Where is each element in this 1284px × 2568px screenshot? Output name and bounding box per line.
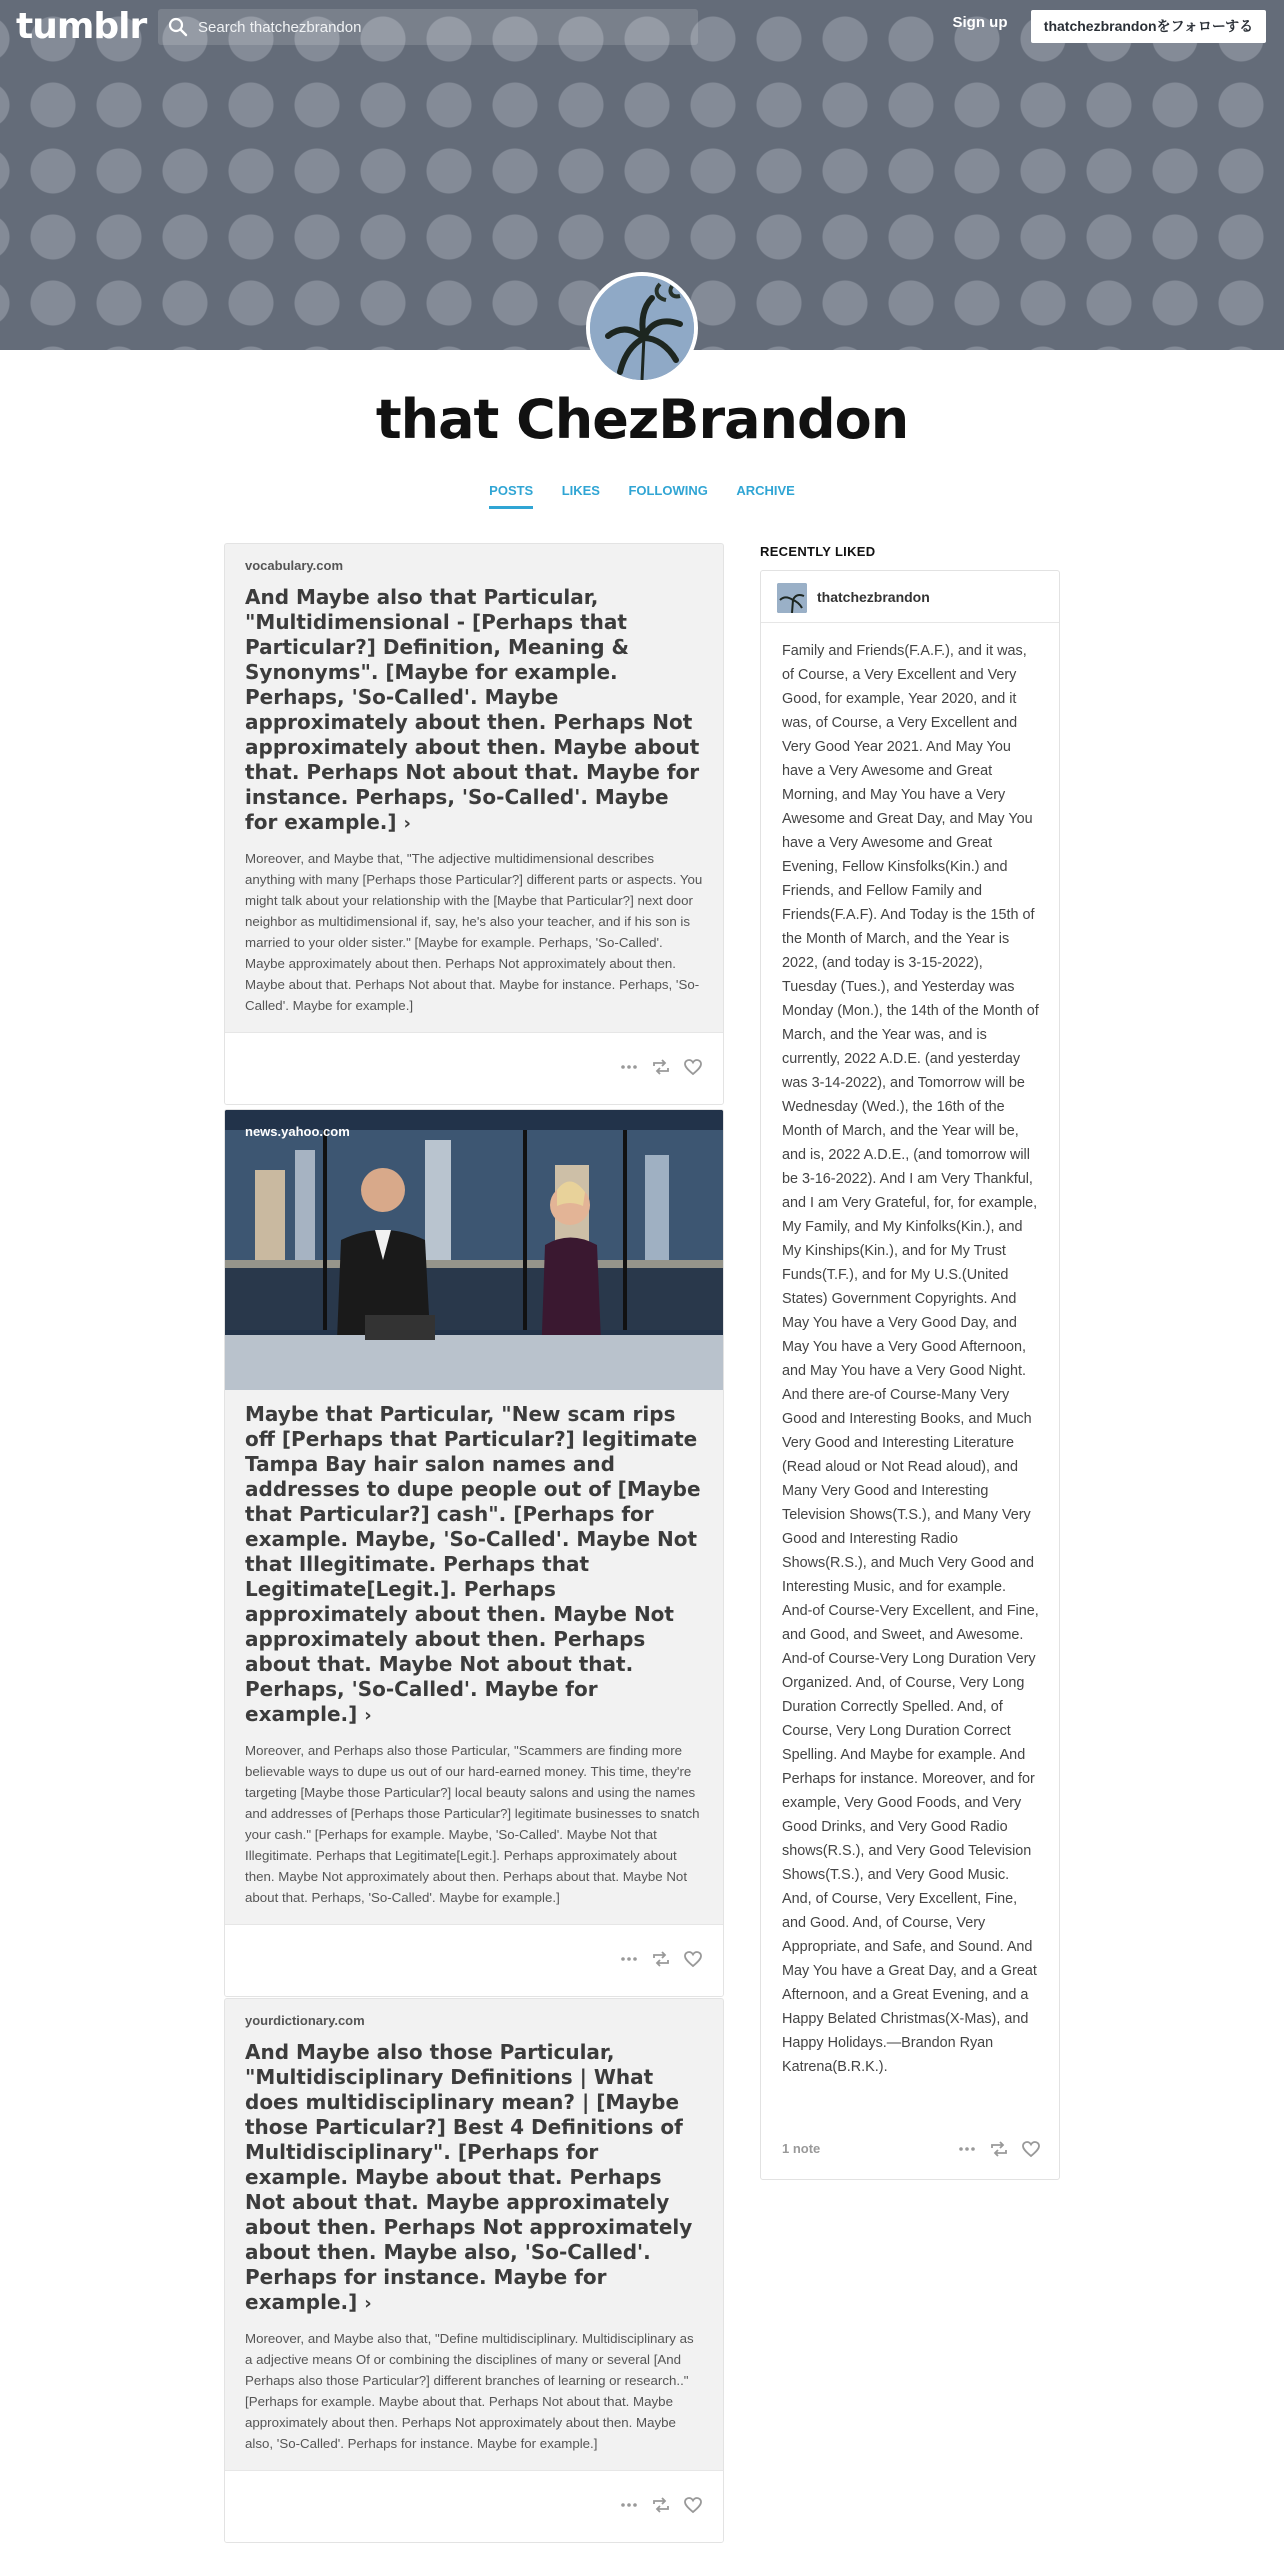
more-options-icon[interactable] [957,2139,977,2159]
post-footer [225,1924,723,1996]
tab-posts[interactable]: POSTS [489,483,533,509]
more-options-icon[interactable] [619,1949,639,1969]
palm-tree-image [777,583,807,613]
more-options-icon[interactable] [619,1057,639,1077]
liked-post-header [761,571,1059,623]
tab-following[interactable]: FOLLOWING [628,483,708,498]
signup-link[interactable]: Sign up [952,14,1008,31]
liked-post-text: Family and Friends(F.A.F.), and it was, of Course, a Very Excellent and Very Good, for example, Year 2020, and it was, of Course, a Very Excellent and Very Good Year 2021. And May You have a Very Awesome and Great Morning, and May You have a Very Awesome and Great Day, and May You have a Very Awesome and Great Evening, Fellow Kinsfolks(Kin.) and Friends, and Fellow Family and Friends(F.A.F). And Today is the 15th of the Month of March, and the Year is 2022, (and today is 3-15-2022), Tuesday (Tues.), and Yesterday was Monday (Mon.), the 14th of the Month of March, and the Year was, and is currently, 2022 A.D.E. (and yesterday was 3-14-2022), and Tomorrow will be Wednesday (Wed.), the 16th of the Month of March, and the Year will be, and is, 2022 A.D.E., (and tomorrow will be 3-16-2022). And I am Very Thankful, and I am Very Grateful, for, for example, My Family, and My Kinfolks(Kin.), and My Kinships(Kin.), and for My Trust Funds(T.F.), and for My U.S.(United States) Government Copyrights. And May You have a Very Good Day, and May You have a Very Good Afternoon, and May You have a Very Good Night. And there are-of Course-Many Very Good and Interesting Books, and Much Very Good and Interesting Literature (Read aloud or Not Read aloud), and Many Very Good and Interesting Television Shows(T.S.), and Many Very Good and Interesting Radio Shows(R.S.), and Much Very Good and Interesting Music, and for example. And-of Course-Very Excellent, and Fine, and Good, and Sweet, and Awesome. And-of Course-Very Long Duration Very Organized. And, of Course, Very Long Duration Correctly Spelled. And, of Course, Very Long Duration Correct Spelling. And Maybe for example. And Perhaps for instance. Moreover, and for example, Very Good Foods, and Very Good Drinks, and Very Good Radio shows(R.S.), and Very Good Television Shows(T.S.), and Very Good Music. And, of Course, Very Excellent, Fine, and Good. And, of Course, Very Appropriate, and Safe, and Sound. And May You have a Great Day, and a Great Afternoon, and a Great Evening, and a Happy Belated Christmas(X-Mas), and Happy Holidays.—Brandon Ryan Katrena(B.R.K.). [782,643,1039,2075]
post-card [224,543,724,1105]
post-headline-text[interactable]: And Maybe also that Particular, "Multidimensional - [Perhaps that Particular?] Definition, Meaning & Synonyms". [Maybe for example. Perhaps, 'So-Called'. Maybe approximately about then. Perhaps Not approximately about then. Maybe about that. Perhaps Not about that. Maybe for instance. Perhaps, 'So-Called'. Maybe for example.] [245,585,700,834]
chevron-right-icon: › [364,1705,372,1726]
top-bar [0,0,1284,54]
reblog-icon[interactable] [651,1057,671,1077]
tab-likes[interactable]: LIKES [561,483,600,498]
search-box[interactable] [158,9,698,45]
post-headline-text[interactable]: And Maybe also those Particular, "Multidisciplinary Definitions | What does multidisciplinary mean? | [Maybe those Particular?] Best 4 Definitions of Multidisciplinary". [Perhaps for example. Maybe about that. Perhaps Not about that. Maybe approximately about then. Perhaps Not approximately about then. Maybe also, 'So-Called'. Perhaps for instance. Maybe for example.] [245,2040,693,2314]
tumblr-logo[interactable]: tumblr [16,6,147,47]
heart-icon[interactable] [1021,2139,1041,2159]
more-options-icon[interactable] [619,2495,639,2515]
blog-title: that ChezBrandon [375,388,909,451]
recently-liked-card [760,570,1060,2180]
palm-tree-image [590,276,694,380]
news-anchors-image [225,1110,723,1390]
chevron-right-icon: › [403,813,411,834]
search-icon [168,17,188,37]
post-headline[interactable] [245,2040,703,2316]
tab-archive[interactable]: ARCHIVE [736,483,795,498]
post-card [224,1998,724,2543]
post-headline-text[interactable]: Maybe that Particular, "New scam rips off [Perhaps that Particular?] legitimate Tampa Bay hair salon names and addresses to dupe people out of [Maybe that Particular?] cash". [Perhaps for example. Maybe, 'So-Called'. Maybe Not that Illegitimate. Perhaps that Legitimate[Legit.]. Perhaps approximately about then. Maybe Not approximately about then. Perhaps about that. Maybe Not about that. Perhaps, 'So-Called'. Maybe for example.] [245,1402,701,1726]
reblog-icon[interactable] [651,2495,671,2515]
post-footer [225,2470,723,2542]
heart-icon[interactable] [683,1949,703,1969]
heart-icon[interactable] [683,1057,703,1077]
post-headline[interactable] [245,585,703,836]
notes-count[interactable]: 1 note [782,2141,821,2156]
blog-nav [0,482,1284,509]
post-source[interactable]: news.yahoo.com [245,1124,350,1139]
liked-post-username[interactable]: thatchezbrandon [817,589,930,605]
video-thumbnail[interactable] [225,1110,723,1390]
recently-liked-title: RECENTLY LIKED [760,544,876,559]
post-headline[interactable] [245,1402,703,1728]
liked-post-footer [761,2119,1061,2179]
reblog-icon[interactable] [651,1949,671,1969]
avatar[interactable] [777,583,807,613]
chevron-right-icon: › [364,2293,372,2314]
post-footer [225,1032,723,1104]
search-input[interactable] [198,9,688,45]
post-source[interactable]: vocabulary.com [245,558,344,573]
reblog-icon[interactable] [989,2139,1009,2159]
post-excerpt: Moreover, and Maybe also that, "Define multidisciplinary. Multidisciplinary as a adjective means Of or combining the disciplines of many or several [And Perhaps also those Particular?] different branches of learning or research.."[Perhaps for example. Maybe about that. Perhaps Not about that. Maybe approximately about then. Perhaps Not approximately about then. Maybe also, 'So-Called'. Perhaps for instance. Maybe for example.] [245,2331,694,2451]
blog-avatar[interactable] [586,272,698,384]
post-excerpt: Moreover, and Perhaps also those Particular, "Scammers are finding more believable ways to dupe us out of our hard-earned money. This time, they're targeting [Maybe those Particular?] local beauty salons and using the names and addresses of [Perhaps those Particular?] legitimate businesses to snatch your cash." [Perhaps for example. Maybe, 'So-Called'. Maybe Not that Illegitimate. Perhaps that Legitimate[Legit.]. Perhaps approximately about then. Maybe Not approximately about then. Perhaps about that. Maybe Not about that. Perhaps, 'So-Called'. Maybe for example.] [245,1743,700,1905]
post-source[interactable]: yourdictionary.com [245,2013,365,2028]
follow-button[interactable]: thatchezbrandonをフォローする [1031,10,1266,43]
heart-icon[interactable] [683,2495,703,2515]
post-card [224,1109,724,1997]
post-excerpt: Moreover, and Maybe that, "The adjective multidimensional describes anything with many [Perhaps those Particular?] different parts or aspects. You might talk about your relationship with the [Maybe that Particular?] next door neighbor as multidimensional if, say, he's also your teacher, and if his son is married to your older sister." [Maybe for example. Perhaps, 'So-Called'. Maybe approximately about then. Perhaps Not approximately about then. Maybe about that. Perhaps Not about that. Maybe for instance. Perhaps, 'So-Called'. Maybe for example.] [245,851,703,1013]
